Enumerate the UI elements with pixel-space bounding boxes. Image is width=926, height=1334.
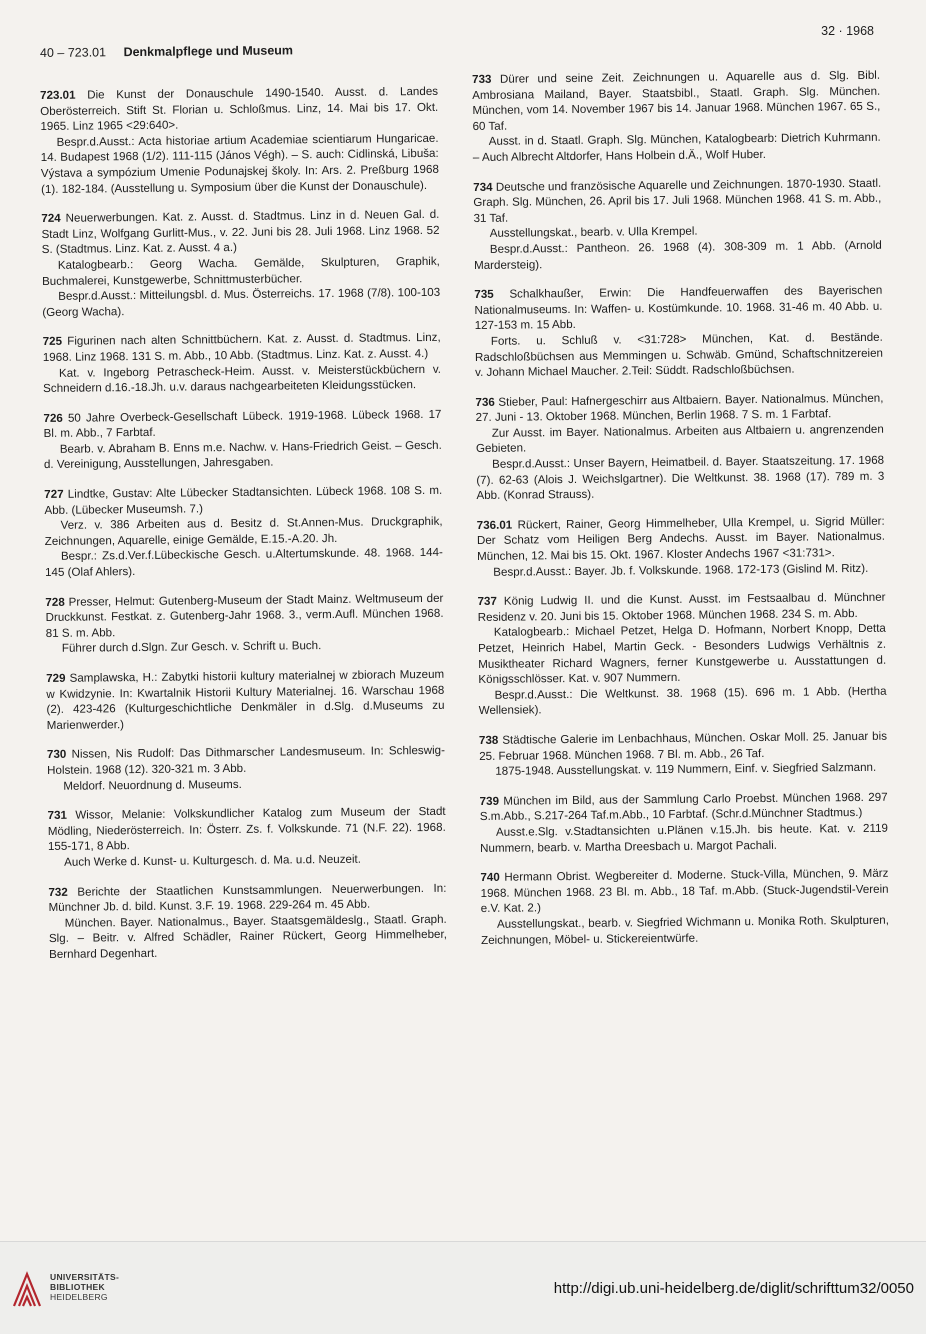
entry-text: König Ludwig II. und die Kunst. Ausst. im Festsaalbau d. Münchner Residenz v. 20. Juni bis 15. Oktober 1968. München 1968. 234 S. m. Abb. xyxy=(477,590,886,624)
entry-text: Bespr.d.Ausst.: Die Weltkunst. 38. 1968 (15). 696 m. 1 Abb. (Hertha Wellensiek). xyxy=(478,684,887,718)
entry-annotation xyxy=(45,514,443,549)
entry-annotation xyxy=(49,912,447,963)
bibliography-entry xyxy=(48,804,447,871)
entry-annotation xyxy=(46,637,444,657)
entry-annotation xyxy=(476,422,884,457)
entry-text: Bespr.d.Ausst.: Acta historiae artium Academiae scientiarum Hungaricae. 14. Budapest 1968 (1/2). 111-115 (János Végh). – S. auch: Cidlinská, Libuša: Výstava a sympózium Umenie Podunajskej školy. In: Ars. 2. Preßburg 1968 (1). 182-184. (Ausstellung u. Symposium über die Kunst der Donauschule). xyxy=(40,131,439,196)
bibliography-entry xyxy=(41,207,440,320)
entry-annotation xyxy=(43,361,441,396)
bibliography-entry xyxy=(475,390,884,503)
entry-citation xyxy=(477,514,885,565)
entry-citation xyxy=(475,390,883,425)
bibliography-entry xyxy=(47,743,445,794)
entry-text: Ausst.e.Slg. v.Stadtansichten u.Plänen v.15.Jh. bis heute. Kat. v. 2119 Nummern, bearb. v. Martha Dreesbach u. Margot Pachali. xyxy=(480,821,889,855)
entry-citation xyxy=(43,330,441,365)
bibliography-entry xyxy=(474,283,883,381)
entry-number: 726 xyxy=(43,411,63,425)
entry-text: Neuerwerbungen. Kat. z. Ausst. d. Stadtmus. Linz in d. Neuen Gal. d. Stadt Linz, Wolfgang Gurlitt-Mus., v. 22. Juni bis 28. Juli 1968. Linz 1968. 52 S. (Stadtmus. Linz. Kat. z. Ausst. 4 a.) xyxy=(41,207,440,257)
viewer-footer xyxy=(0,1241,926,1334)
entry-text: Kat. v. Ingeborg Petrascheck-Heim. Ausst. v. Meisterstückbüchern v. Schneidern d.16.-18.Jh. u.v. daraus nachgearbeiteten Kleidungsstücken. xyxy=(43,362,442,396)
entry-annotation xyxy=(40,131,439,198)
bibliography-entry xyxy=(40,84,439,197)
entry-annotation xyxy=(480,821,888,856)
entry-number: 724 xyxy=(41,211,61,226)
bibliography-entry xyxy=(479,729,887,780)
entry-citation xyxy=(45,590,443,641)
entry-text: Bespr.: Zs.d.Ver.f.Lübeckische Gesch. u.Altertumskunde. 48. 1968. 144-145 (Olaf Ahlers). xyxy=(45,546,443,580)
entry-text: 1875-1948. Ausstellungskat. v. 119 Nummern, Einf. v. Siegfried Salzmann. xyxy=(495,760,877,778)
entry-citation xyxy=(48,804,446,855)
entry-number: 729 xyxy=(46,671,66,685)
library-line-2: BIBLIOTHEK xyxy=(50,1282,105,1292)
section-title: Denkmalpflege und Museum xyxy=(123,43,294,60)
page-ref: 40 – 723.01 xyxy=(39,45,107,60)
entry-text: Bespr.d.Ausst.: Bayer. Jb. f. Volkskunde. 1968. 172-173 (Gislind M. Ritz). xyxy=(493,561,869,579)
entry-number: 736 xyxy=(475,395,495,409)
entry-citation xyxy=(473,175,881,226)
bibliography-entry xyxy=(473,175,882,273)
entry-number: 723.01 xyxy=(40,88,76,102)
bibliography-entry xyxy=(48,880,447,962)
entry-annotation xyxy=(45,545,443,580)
entry-text: Presser, Helmut: Gutenberg-Museum der Stadt Mainz. Weltmuseum der Druckkunst. Festkat. z. Gutenberg-Jahr 1968. 3., verm.Aufl. München 1968. 81 S. m. Abb. xyxy=(45,591,444,640)
entry-number: 725 xyxy=(42,335,63,349)
entry-annotation xyxy=(475,330,883,381)
entry-text: Nissen, Nis Rudolf: Das Dithmarscher Landesmuseum. In: Schleswig-Holstein. 1968 (12). 320-321 m. 3 Abb. xyxy=(47,744,446,777)
entry-annotation xyxy=(479,760,887,780)
entry-annotation xyxy=(478,683,886,718)
entry-text: Führer durch d.Slgn. Zur Gesch. v. Schrift u. Buch. xyxy=(61,639,322,656)
entry-text: Berichte der Staatlichen Kunstsammlungen. Neuerwerbungen. In: Münchner Jb. d. bild. Kunst. 3.F. 19. 1968. 229-264 m. 45 Abb. xyxy=(48,881,447,915)
right-column xyxy=(472,68,889,962)
entry-text: München. Bayer. Nationalmus., Bayer. Staatsgemäldeslg., Staatl. Graph. Slg. – Beitr. v. Alfred Schädler, Rainer Rückert, Georg Himmelheber, Bernhard Degenhart. xyxy=(48,912,447,961)
entry-annotation xyxy=(44,438,442,473)
entry-text: 50 Jahre Overbeck-Gesellschaft Lübeck. 1919-1968. Lübeck 1968. 17 Bl. m. Abb., 7 Farbtaf. xyxy=(43,407,442,441)
entry-text: Städtische Galerie im Lenbachhaus, München. Oskar Moll. 25. Januar bis 25. Februar 1968. München 1968. 7 Bl. m. Abb., 26 Taf. xyxy=(479,729,888,763)
entry-text: Lindtke, Gustav: Alte Lübecker Stadtansichten. Lübeck 1968. 108 S. m. Abb. (Lübecker Museumsh. 7.) xyxy=(44,483,443,517)
entry-annotation xyxy=(474,238,882,273)
bibliography-entry xyxy=(43,330,442,397)
bibliography-entry xyxy=(45,590,444,657)
entry-citation xyxy=(474,283,882,334)
bibliography-entry xyxy=(477,514,886,581)
bibliography-entry xyxy=(472,68,881,166)
bibliography-entry xyxy=(46,667,445,734)
entry-number: 738 xyxy=(478,733,499,747)
bibliography-entry xyxy=(44,483,443,581)
entry-number: 728 xyxy=(45,595,65,609)
entry-citation xyxy=(47,743,445,778)
entry-text: Auch Werke d. Kunst- u. Kulturgesch. d. Ma. u.d. Neuzeit. xyxy=(64,852,362,869)
entry-citation xyxy=(479,729,887,764)
entry-annotation xyxy=(48,851,446,871)
entry-text: München im Bild, aus der Sammlung Carlo Proebst. München 1968. 297 S.m.Abb., S.217-264 Taf.m.Abb., 10 Farbtaf. (Schr.d.Münchner Stadtmus.) xyxy=(479,790,888,824)
bibliography-entry xyxy=(480,866,889,948)
entry-citation xyxy=(480,789,888,824)
entry-number: 727 xyxy=(44,487,64,502)
entry-citation xyxy=(43,407,441,442)
entry-citation xyxy=(46,667,445,734)
entry-number: 733 xyxy=(472,72,492,86)
entry-text: Wissor, Melanie: Volkskundlicher Katalog zum Museum der Stadt Mödling, Niederösterreich. In: Österr. Zs. f. Volkskunde. 71 (N.F. 22). 1968. 155-171, 8 Abb. xyxy=(47,804,446,854)
entry-text: Zur Ausst. im Bayer. Nationalmus. Arbeiten aus Altbaiern u. angrenzenden Gebieten. xyxy=(475,422,884,456)
permalink-url[interactable]: http://digi.ub.uni-heidelberg.de/diglit/schrifttum32/0050 xyxy=(553,1280,914,1297)
entry-citation xyxy=(44,483,442,518)
bibliography-entry xyxy=(477,590,886,719)
entry-text: Bearb. v. Abraham B. Enns m.e. Nachw. v. Hans-Friedrich Geist. – Gesch. d. Vereinigung, Ausstellungen, Jahresgaben. xyxy=(43,438,442,472)
entry-number: 735 xyxy=(474,287,494,302)
entry-text: Katalogbearb.: Georg Wacha. Gemälde, Skulpturen, Graphik, Buchmalerei, Kunstgewerbe, Schnittmusterbücher. xyxy=(41,254,440,288)
bibliography-entry xyxy=(480,789,889,856)
entry-text: Rückert, Rainer, Georg Himmelheber, Ulla Krempel, u. Sigrid Müller: Der Schatz vom Heiligen Berg Andechs. Ausst. im Bayer. Nationalmus. München, 12. Mai bis 15. Okt. 1967. Kloster Andechs 1967 <31:731>. xyxy=(476,514,885,564)
entry-annotation xyxy=(42,285,440,320)
page-header xyxy=(39,24,874,62)
entry-text: Forts. u. Schluß v. <31:728> München, Kat. d. Bestände. Radschloßbüchsen aus Memmingen u. Schwäb. Gmünd, Schaftschnitzereien v. Johann Michael Maucher. 2.Teil: Süddt. Radschloßbüchsen. xyxy=(474,330,884,380)
library-line-3: HEIDELBERG xyxy=(50,1292,108,1302)
entry-text: Dürer und seine Zeit. Zeichnungen u. Aquarelle aus d. Slg. Bibl. Ambrosiana Mailand, Bayer. Staatsbibl., Staatl. Graph. Slg. München. München, vom 14. November 1967 bis 14. Januar 1968. München 1967. 65 S., 60 Taf. xyxy=(472,68,881,133)
entry-text: Bespr.d.Ausst.: Pantheon. 26. 1968 (4). 308-309 m. 1 Abb. (Arnold Mardersteig). xyxy=(473,238,882,272)
entry-citation xyxy=(477,590,885,625)
entry-text: Verz. v. 386 Arbeiten aus d. Besitz d. St.Annen-Mus. Druckgraphik, Zeichnungen, Aquarelle, einige Gemälde, E.15.-A.20. Jh. xyxy=(44,515,443,548)
entry-text: Schalkhaußer, Erwin: Die Handfeuerwaffen des Bayerischen Nationalmuseums. In: Waffen- u. Kostümkunde. 10. 1968. 31-46 m. 40 Abb. u. 127-153 m. 15 Abb. xyxy=(474,283,883,333)
entry-text: Bespr.d.Ausst.: Unser Bayern, Heimatbeil. d. Bayer. Staatszeitung. 17. 1968 (7). 62-63 (Alois J. Weichslgartner). Die Weltkunst. 38. 1968 (17). 789 m. 3 Abb. (Konrad Strauss). xyxy=(476,453,885,503)
entry-annotation xyxy=(42,254,440,289)
library-name xyxy=(50,1272,119,1302)
entry-text: Bespr.d.Ausst.: Mitteilungsbl. d. Mus. Österreichs. 17. 1968 (7/8). 100-103 (Georg Wacha). xyxy=(42,285,441,319)
entry-text: Ausst. in d. Staatl. Graph. Slg. München, Katalogbearb: Dietrich Kuhrmann. – Auch Albrecht Altdorfer, Hans Holbein d.Ä., Wolf Huber. xyxy=(472,131,881,164)
entry-citation xyxy=(472,68,881,135)
left-column xyxy=(40,84,447,977)
entry-text: Katalogbearb.: Michael Petzet, Helga D. Hofmann, Norbert Knopp, Detta Petzet, Heinrich Habel, Martin Geck. - Besonders Ludwigs Verhältnis z. Musiktheater Richard Wagners, ferner Kunstgewerbe u. Ausstattungen d. Königsschlösser. Kat. v. 907 Nummern. xyxy=(477,622,887,687)
entry-number: 736.01 xyxy=(476,518,513,532)
entry-text: Ausstellungskat., bearb. v. Siegfried Wichmann u. Monika Roth. Skulpturen, Zeichnungen, Möbel- u. Stickereientwürfe. xyxy=(481,913,889,947)
running-head xyxy=(40,43,293,60)
entry-citation xyxy=(48,880,446,915)
entry-text: Die Kunst der Donauschule 1490-1540. Ausst. d. Landes Oberösterreich. Stift St. Florian u. Schloßmus. Linz, 14. Mai bis 17. Okt. 1965. Linz 1965 <29:640>. xyxy=(40,84,439,134)
entry-number: 734 xyxy=(473,180,493,194)
entry-text: Hermann Obrist. Wegbereiter d. Moderne. Stuck-Villa, München, 9. März 1968. München 1968. 23 Bl. m. Abb., 18 Taf. m.Abb. (Stuck-Jugendstil-Verein e.V. Kat. 2.) xyxy=(480,866,889,916)
entry-annotation xyxy=(481,913,889,948)
bibliography-entry xyxy=(43,407,442,474)
entry-annotation xyxy=(473,130,881,165)
entry-citation xyxy=(41,207,439,258)
entry-number: 732 xyxy=(48,885,68,899)
volume-year: 32 · 1968 xyxy=(821,24,874,38)
entry-text: Deutsche und französische Aquarelle und Zeichnungen. 1870-1930. Staatl. Graph. Slg. München, 26. April bis 17. Juli 1968. München 1968. 41 S. m. Abb., 31 Taf. xyxy=(473,176,882,225)
entry-text: Ausstellungskat., bearb. v. Ulla Krempel. xyxy=(489,224,698,241)
entry-number: 730 xyxy=(46,748,67,762)
entry-annotation xyxy=(476,453,884,504)
entry-text: Samplawska, H.: Zabytki historii kultury materialnej w zbiorach Muzeum w Kwidzynie. In: Kwartalnik Historii Kultury Materialnej. 16. Warschau 1968 (2). 423-426 (Kulturgeschichtliche Denkmäler in d.Slg. d.Museums zu Marienwerder.) xyxy=(46,667,445,732)
entry-text: Figurinen nach alten Schnittbüchern. Kat. z. Ausst. d. Stadtmus. Linz, 1968. Linz 1968. 131 S. m. Abb., 10 Abb. (Stadtmus. Linz. Kat. z. Ausst. 4.) xyxy=(42,331,441,364)
entry-annotation xyxy=(478,621,887,688)
entry-text: Stieber, Paul: Hafnergeschirr aus Altbaiern. Bayer. Nationalmus. München, 27. Juni - 13. Oktober 1968. München, Berlin 1968. 7 S. m. 1 Farbtaf. xyxy=(475,391,884,425)
entry-number: 731 xyxy=(47,808,68,823)
library-line-1: UNIVERSITÄTS- xyxy=(50,1272,120,1282)
entry-citation xyxy=(480,866,888,917)
heidelberg-library-logo-icon[interactable] xyxy=(12,1270,42,1310)
entry-number: 739 xyxy=(479,794,500,808)
entry-text: Meldorf. Neuordnung d. Museums. xyxy=(63,777,242,793)
entry-number: 737 xyxy=(477,594,497,609)
entry-citation xyxy=(40,84,438,135)
entry-annotation xyxy=(47,774,445,794)
entry-number: 740 xyxy=(480,870,500,885)
